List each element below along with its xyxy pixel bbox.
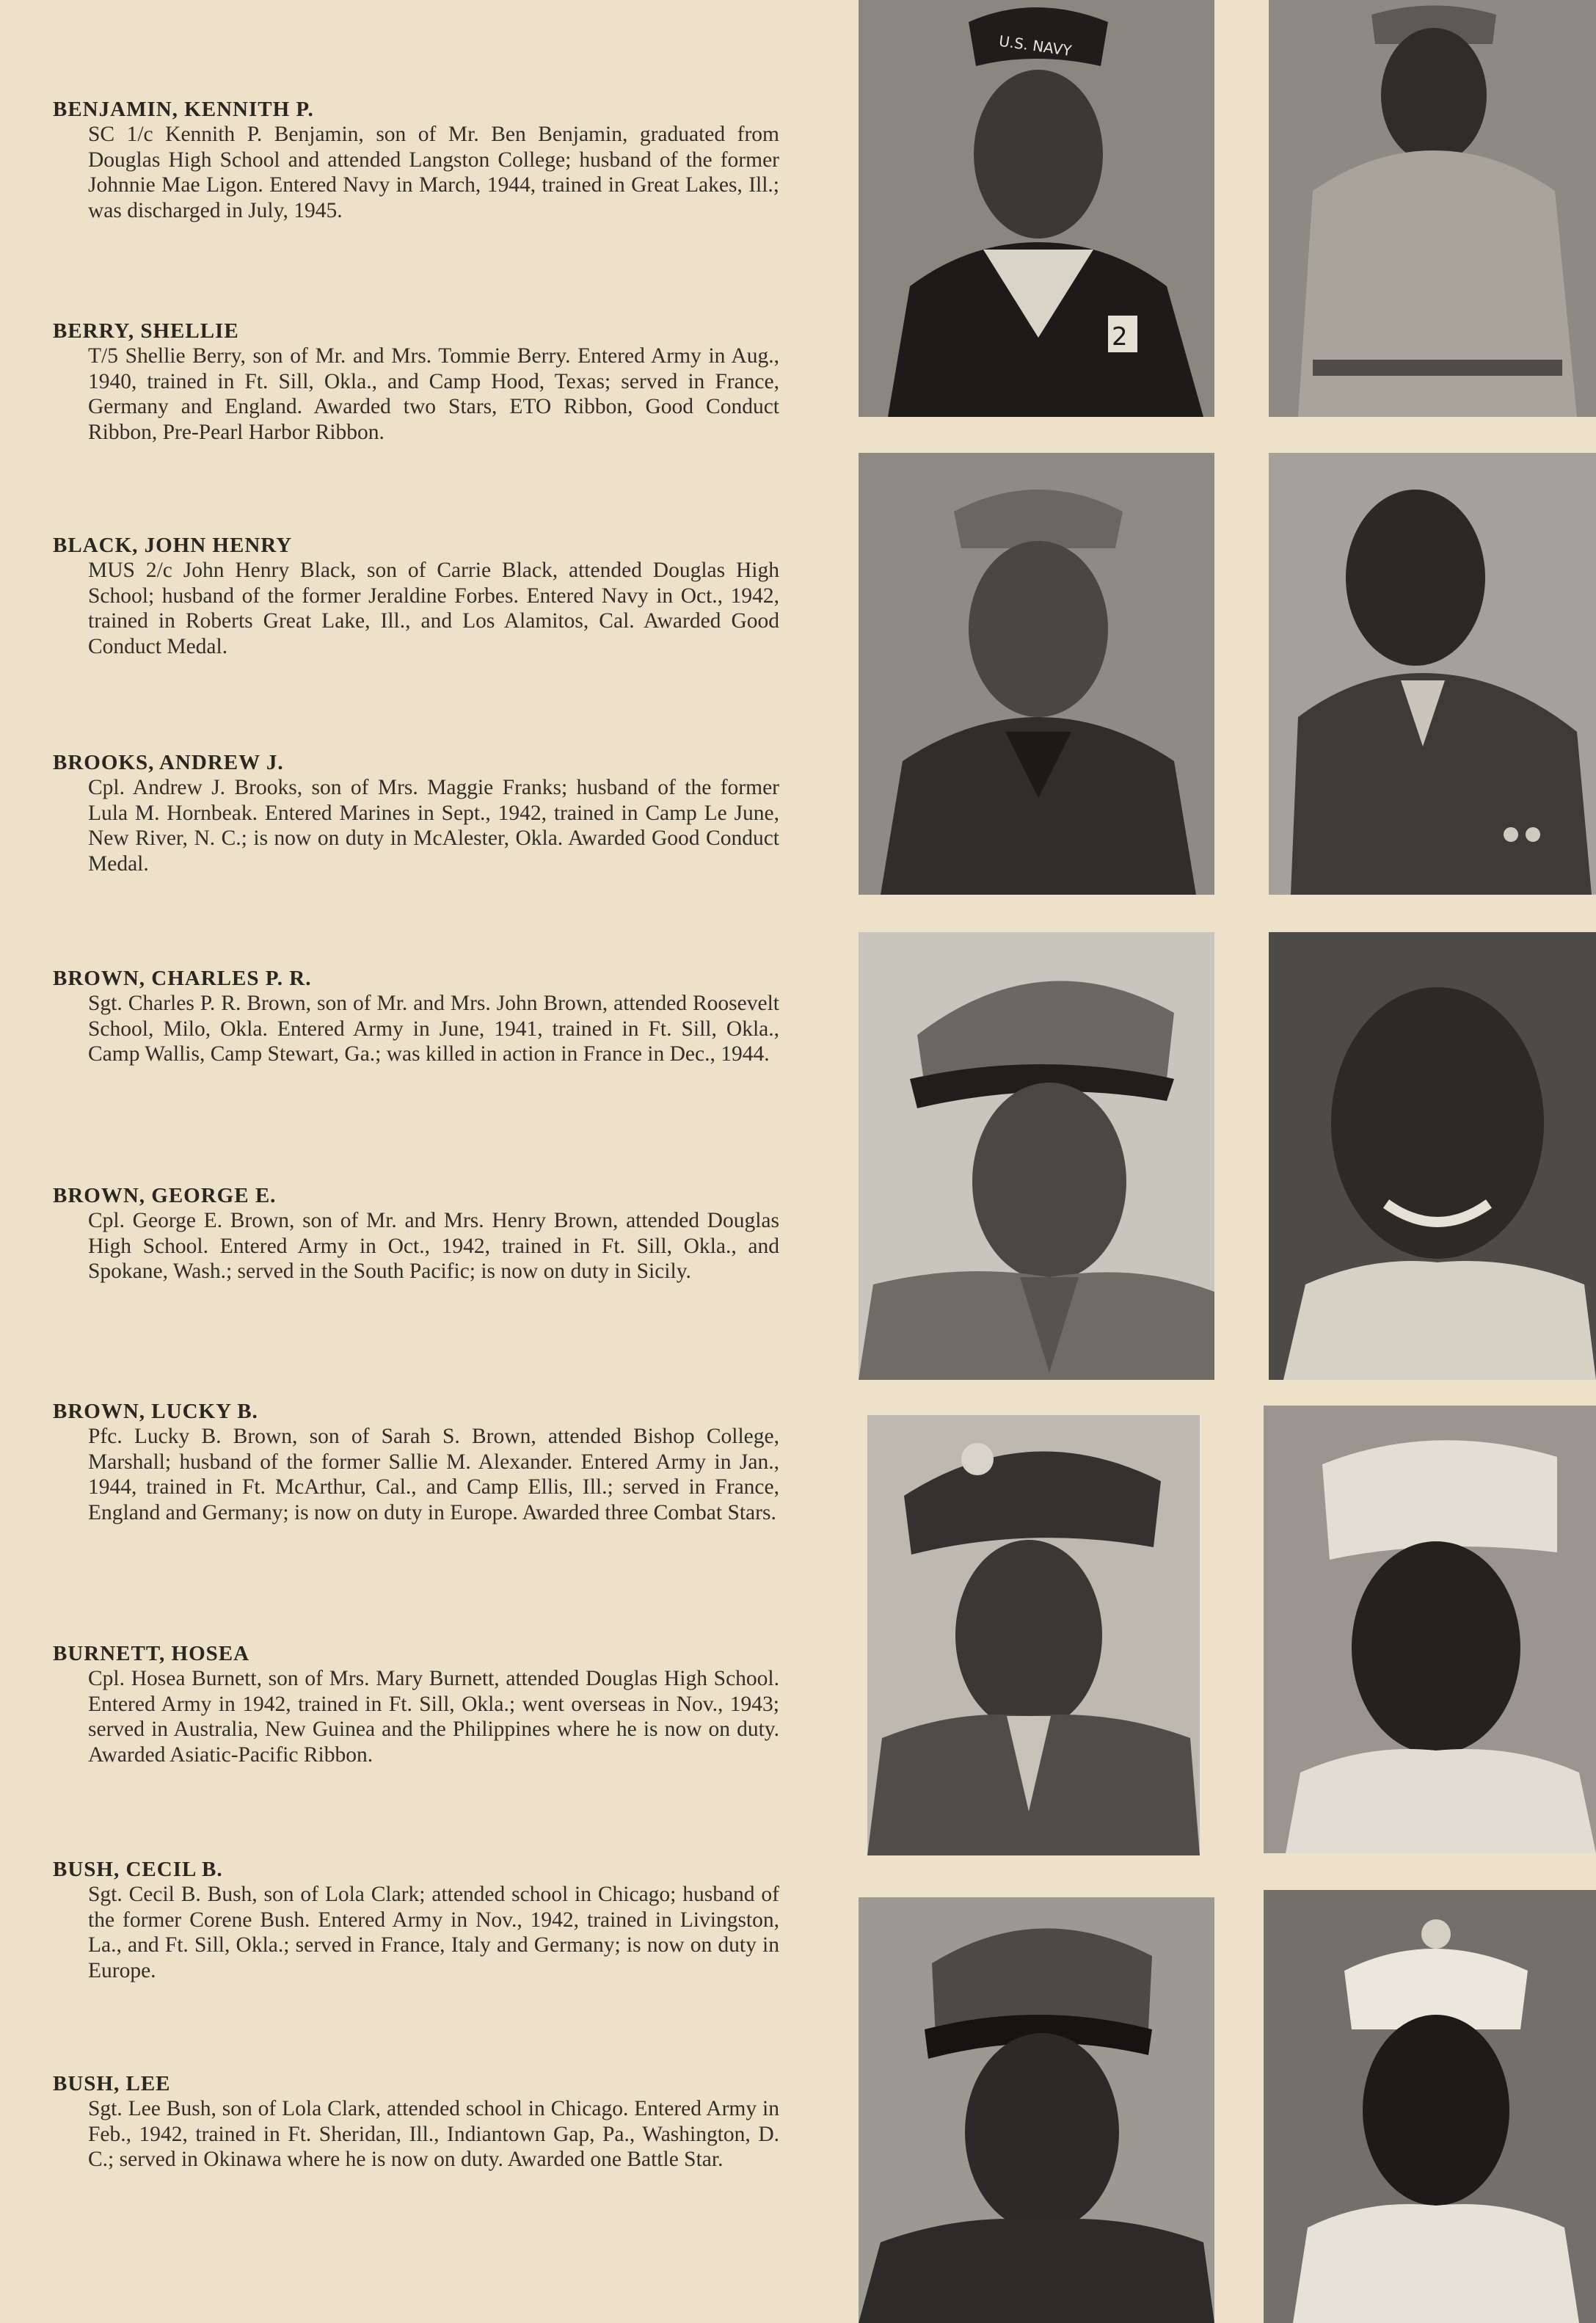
entry-name: BROWN, GEORGE E. [53,1184,277,1207]
entry-bio: Cpl. Hosea Burnett, son of Mrs. Mary Burnett, attended Douglas High School. Entered Army in 1942, trained in Ft. Sill, Okla.; went overseas in Nov., 1943; served in Australia, New Guinea and the Philippines where he is now on duty. Awarded Asiatic-Pacific Ribbon. [88,1667,779,1767]
entry-bio: MUS 2/c John Henry Black, son of Carrie Black, attended Douglas High School; husband of the former Jeraldine Forbes. Entered Navy in Oct., 1942, trained in Roberts Great Lake, Ill., and Los Alamitos, Cal. Awarded Good Conduct Medal. [88,559,779,658]
entry-name: BLACK, JOHN HENRY [53,534,293,557]
portrait-photo [859,0,1214,417]
entry-bio: SC 1/c Kennith P. Benjamin, son of Mr. Ben Benjamin, graduated from Douglas High School and attended Langston College; husband of the former Johnnie Mae Ligon. Entered Navy in March, 1944, trained in Great Lakes, Ill.; was discharged in July, 1945. [88,123,779,222]
entry-bio: Cpl. George E. Brown, son of Mr. and Mrs. Henry Brown, attended Douglas High School. Entered Army in Oct., 1942, trained in Ft. Sill, Okla., and Spokane, Wash.; served in the South Pacific; is now on duty in Sicily. [88,1209,779,1283]
cap-ribbon-text: U.S. NAVY [997,32,1073,60]
entry-bio: T/5 Shellie Berry, son of Mr. and Mrs. Tommie Berry. Entered Army in Aug., 1940, trained in Ft. Sill, Okla., and Camp Hood, Texas; served in France, Germany and England. Awarded two Stars, ETO Ribbon, Good Conduct Ribbon, Pre-Pearl Harbor Ribbon. [88,344,779,444]
portrait-photo [1269,453,1596,895]
entry-bio: Cpl. Andrew J. Brooks, son of Mrs. Maggie Franks; husband of the former Lula M. Hornbeak. Entered Marines in Sept., 1942, trained in Camp Le June, New River, N. C.; is now on duty in McAlester, Okla. Awarded Good Conduct Medal. [88,776,779,876]
portrait-photo [859,453,1214,895]
entry-brown-lucky [53,1399,779,1525]
entry-name: BUSH, CECIL B. [53,1858,223,1881]
entry-name: BROOKS, ANDREW J. [53,751,284,774]
portrait-photo [1264,1890,1596,2323]
entry-bio: Sgt. Lee Bush, son of Lola Clark, attended school in Chicago. Entered Army in Feb., 1942, trained in Ft. Sheridan, Ill., Indiantown Gap, Pa., Washington, D. C.; served in Okinawa where he is now on duty. Awarded one Battle Star. [88,2097,779,2171]
entry-name: BROWN, LUCKY B. [53,1400,258,1423]
entry-name: BERRY, SHELLIE [53,319,239,343]
entry-name: BENJAMIN, KENNITH P. [53,98,314,121]
portrait-photo [1269,932,1596,1380]
entry-burnett [53,1641,779,1767]
entry-bio: Sgt. Charles P. R. Brown, son of Mr. and Mrs. John Brown, attended Roosevelt School, Milo, Okla. Entered Army in June, 1941, trained in Ft. Sill, Okla., Camp Wallis, Camp Stewart, Ga.; was killed in action in France in Dec., 1944. [88,992,779,1066]
entry-name: BROWN, CHARLES P. R. [53,967,312,990]
entry-bush-lee [53,2071,779,2173]
entry-brown-george [53,1183,779,1284]
entry-bio: Pfc. Lucky B. Brown, son of Sarah S. Brown, attended Bishop College, Marshall; husband of the former Sallie M. Alexander. Entered Army in Jan., 1944, trained in Ft. McArthur, Cal., and Camp Ellis, Ill.; served in France, England and Germany; is now on duty in Europe. Awarded three Combat Stars. [88,1425,779,1524]
entry-name: BUSH, LEE [53,2072,171,2095]
portrait-photo [859,932,1214,1380]
entry-black [53,533,779,659]
entry-berry [53,319,779,445]
entry-benjamin [53,97,779,223]
sleeve-number: 2 [1112,322,1128,352]
portrait-photo [867,1415,1200,1855]
entry-brown-charles [53,966,779,1067]
entry-bush-cecil [53,1857,779,1983]
entry-name: BURNETT, HOSEA [53,1642,250,1665]
portrait-photo [1269,0,1596,417]
portrait-photo [859,1897,1214,2323]
entry-brooks [53,750,779,876]
entry-bio: Sgt. Cecil B. Bush, son of Lola Clark; attended school in Chicago; husband of the former Corene Bush. Entered Army in Nov., 1942, trained in Livingston, La., and Ft. Sill, Okla.; served in France, Italy and Germany; is now on duty in Europe. [88,1883,779,1982]
portrait-photo [1264,1406,1596,1853]
